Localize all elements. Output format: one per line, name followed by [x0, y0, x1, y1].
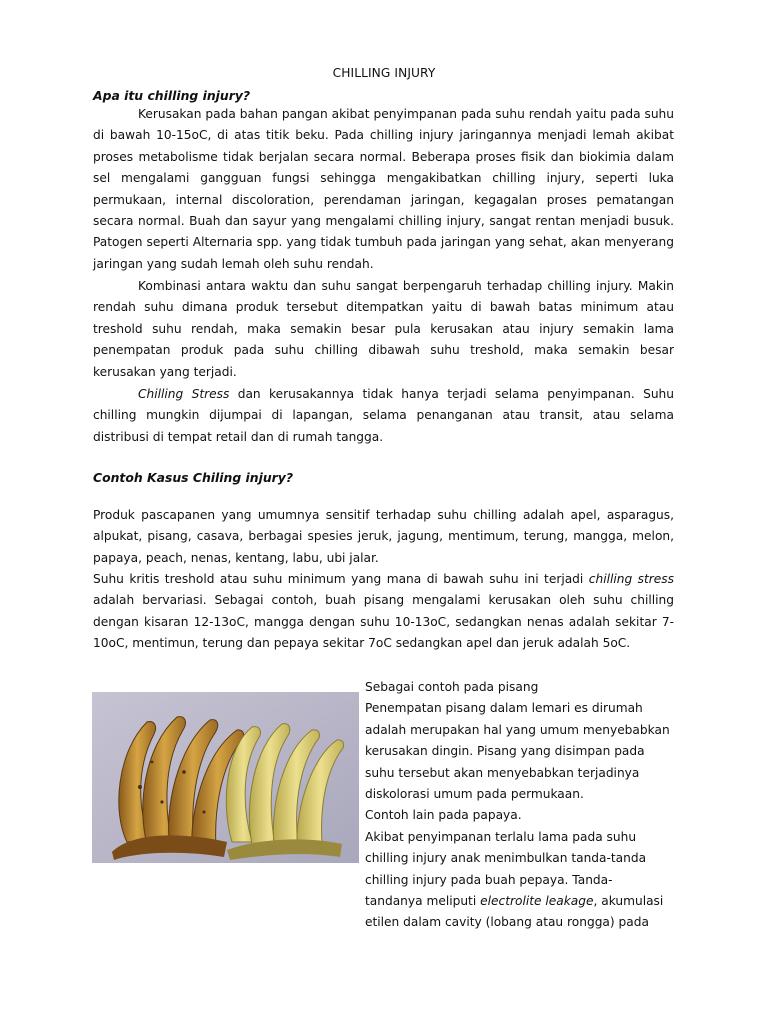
caption-line: etilen dalam cavity (lobang atau rongga) pada [365, 915, 649, 930]
paragraph-threshold [93, 569, 674, 655]
caption-line: adalah merupakan hal yang umum menyebabkan [365, 722, 670, 737]
paragraph-chilling-stress [93, 384, 674, 448]
caption-line [365, 891, 685, 912]
caption-line: chilling injury anak menimbulkan tanda-tanda [365, 851, 647, 866]
caption-line: diskolorasi umum pada permukaan. [365, 787, 584, 802]
paragraph-definition [93, 104, 674, 275]
paragraph-combination-text: Kombinasi antara waktu dan suhu sangat berpengaruh terhadap chilling injury. Makin rendah suhu dimana produk tersebut ditempatkan yaitu di bawah batas minimum atau treshold suhu rendah, maka semakin besar pula kerusakan atau injury semakin lama penempatan produk pada suhu chilling dibawah suhu treshold, maka semakin besar kerusakan yang terjadi. [93, 279, 674, 379]
chilling-stress-term-2: chilling stress [588, 572, 674, 586]
electrolite-leakage-term: electrolite leakage [480, 894, 594, 909]
paragraph-threshold-text-b: adalah bervariasi. Sebagai contoh, buah pisang mengalami kerusakan oleh suhu chilling dengan kisaran 12-13oC, mangga dengan suhu 10-13oC, sedangkan nenas adalah sekitar 7-10oC, mentimun, terung dan pepaya sekitar 7oC sedangkan apel dan jeruk adalah 5oC. [93, 593, 674, 651]
banana-photo-icon [92, 692, 359, 863]
banana-caption-text [365, 677, 685, 934]
caption-line: suhu tersebut akan menyebabkan terjadinya [365, 765, 640, 780]
banana-photo [92, 692, 359, 863]
caption-line: kerusakan dingin. Pisang yang disimpan pada [365, 744, 645, 759]
paragraph-combination [93, 276, 674, 383]
chilling-stress-term: Chilling Stress [138, 387, 230, 401]
paragraph-threshold-text-a: Suhu kritis treshold atau suhu minimum yang mana di bawah suhu ini terjadi [93, 572, 589, 586]
caption-line: Penempatan pisang dalam lemari es dirumah [365, 701, 643, 716]
paragraph-sensitive-products [93, 505, 674, 569]
paragraph-definition-text: Kerusakan pada bahan pangan akibat penyimpanan pada suhu rendah yaitu pada suhu di bawah 10-15oC, di atas titik beku. Pada chilling injury jaringannya menjadi lemah akibat proses metabolisme tidak berjalan secara normal. Beberapa proses fisik dan biokimia dalam sel mengalami gangguan fungsi sehingga mengakibatkan chilling injury, seperti luka permukaan, internal discoloration, perendaman jaringan, kegagalan proses pematangan secara normal. Buah dan sayur yang mengalami chilling injury, sangat rentan menjadi busuk. Patogen seperti Alternaria spp. yang tidak tumbuh pada jaringan yang sehat, akan menyerang jaringan yang sudah lemah oleh suhu rendah. [93, 107, 674, 271]
caption-line: Sebagai contoh pada pisang [365, 680, 539, 694]
paragraph-sensitive-products-text: Produk pascapanen yang umumnya sensitif terhadap suhu chilling adalah apel, asparagus, alpukat, pisang, casava, berbagai spesies jeruk, jagung, mentimum, terung, mangga, melon, papaya, peach, nenas, kentang, labu, ubi jalar. [93, 508, 674, 565]
document-title: CHILLING INJURY [332, 66, 436, 80]
section-heading-what-is: Apa itu chilling injury? [93, 88, 251, 103]
caption-line-part: , akumulasi [593, 894, 664, 909]
paragraph-chilling-stress-text: dan kerusakannya tidak hanya terjadi selama penyimpanan. Suhu chilling mungkin dijumpai di lapangan, selama penanganan atau transit, atau selama distribusi di tempat retail dan di rumah tangga. [93, 387, 675, 444]
caption-line: Akibat penyimpanan terlalu lama pada suhu [365, 829, 637, 844]
caption-line: chilling injury pada buah pepaya. Tanda- [365, 872, 613, 887]
caption-line-part: tandanya meliputi [365, 894, 481, 909]
caption-line: Contoh lain pada papaya. [365, 808, 522, 823]
section-heading-case: Contoh Kasus Chiling injury? [93, 470, 294, 485]
